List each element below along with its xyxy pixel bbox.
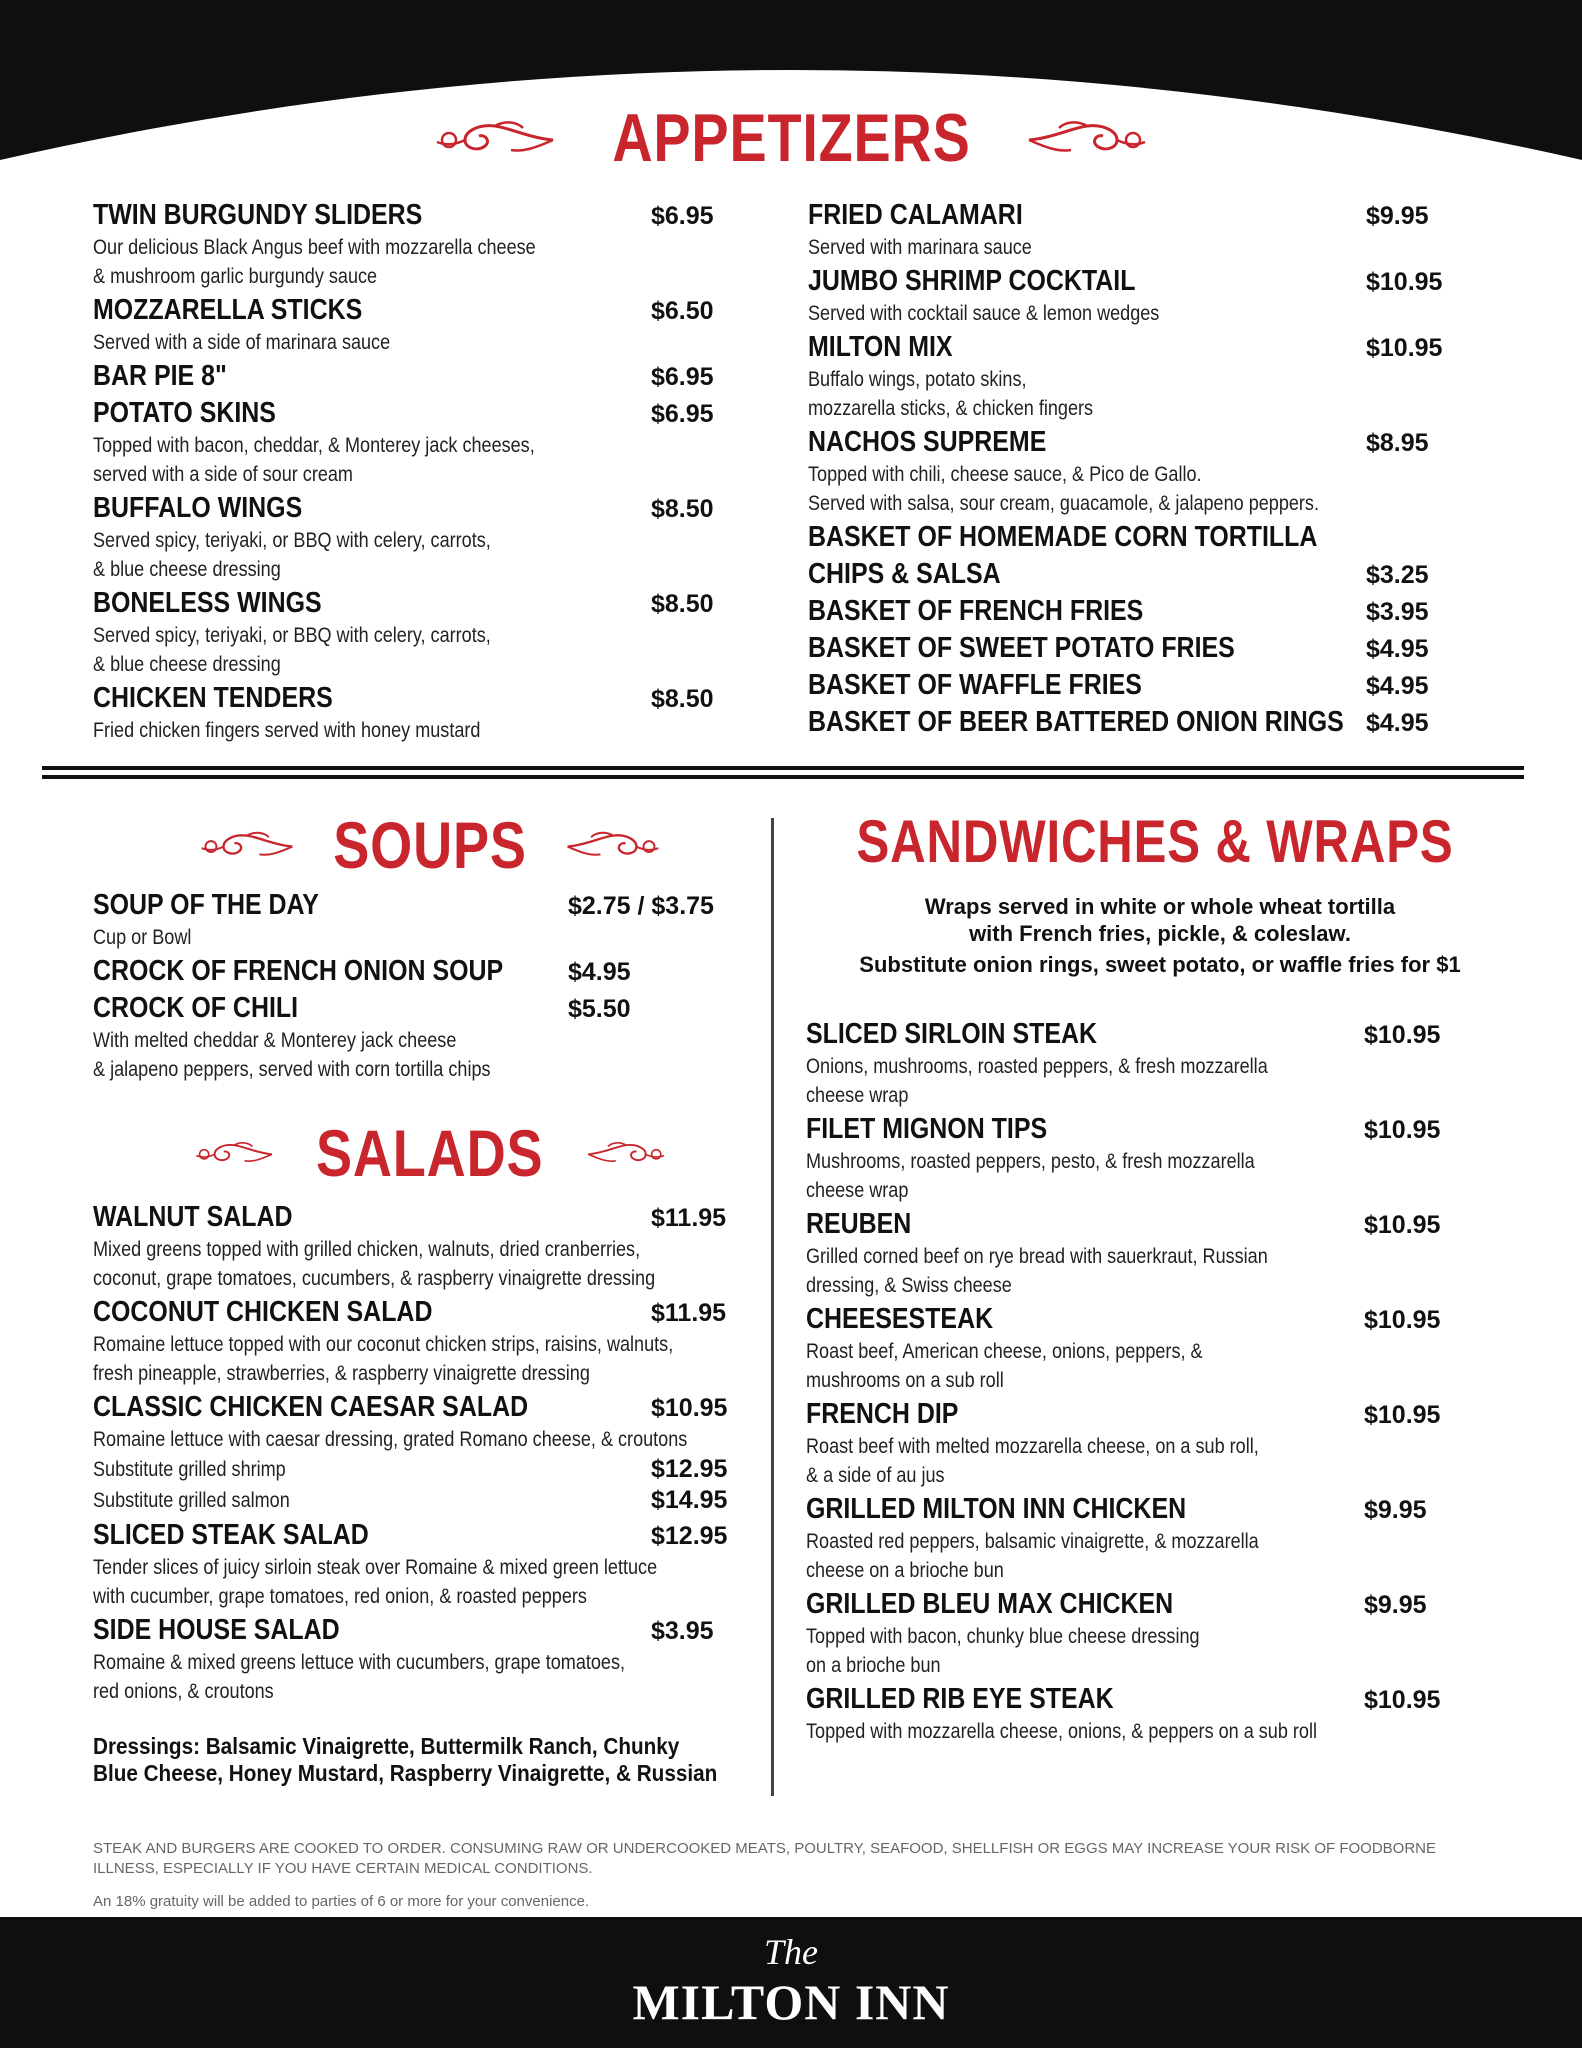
menu-item [808,520,1508,555]
menu-item-name: BASKET OF FRENCH FRIES [808,595,1144,627]
menu-item-description: fresh pineapple, strawberries, & raspberry vinaigrette dressing [93,1362,590,1385]
menu-item [93,198,733,291]
menu-item-description: Served with cocktail sauce & lemon wedges [808,302,1160,325]
menu-item-price: $3.25 [1366,561,1429,589]
menu-item-description: With melted cheddar & Monterey jack cheese [93,1029,457,1052]
menu-item-price: $6.95 [651,400,714,428]
menu-item-name: SLICED STEAK SALAD [93,1519,369,1551]
menu-item [93,954,733,989]
substitute-label: Substitute grilled salmon [93,1489,290,1512]
menu-item [808,330,1508,423]
menu-item-price: $11.95 [651,1299,727,1327]
menu-item-name: GRILLED BLEU MAX CHICKEN [806,1588,1174,1620]
menu-item [93,1295,773,1388]
menu-item-description: dressing, & Swiss cheese [806,1274,1012,1297]
menu-item-name: MOZZARELLA STICKS [93,294,363,326]
menu-item-description: red onions, & croutons [93,1680,274,1703]
menu-item-price: $6.95 [651,363,714,391]
menu-item-name: SIDE HOUSE SALAD [93,1614,340,1646]
menu-item-description: & blue cheese dressing [93,653,281,676]
menu-item-description: cheese on a brioche bun [806,1559,1004,1582]
menu-item-description: Mixed greens topped with grilled chicken, walnuts, dried cranberries, [93,1238,641,1261]
menu-item [806,1017,1506,1110]
food-safety-disclaimer: STEAK AND BURGERS ARE COOKED TO ORDER. CONSUMING RAW OR UNDERCOOKED MEATS, POULTRY, SEAFOOD, SHELLFISH OR EGGS MAY INCREASE YOUR RISK OF FOODBORNE ILLNESS, ESPECIALLY IF YOU HAVE CERTAIN MEDICAL CONDITIONS. [93,1840,1437,1877]
menu-item-description: Served with salsa, sour cream, guacamole, & jalapeno peppers. [808,492,1319,515]
menu-item-name: CLASSIC CHICKEN CAESAR SALAD [93,1391,529,1423]
sandwiches-note-line: with French fries, pickle, & coleslaw. [969,921,1351,946]
menu-item-name: NACHOS SUPREME [808,426,1047,458]
menu-item-description: Served spicy, teriyaki, or BBQ with celery, carrots, [93,529,491,552]
menu-item-description: cheese wrap [806,1179,909,1202]
section-divider-bottom [42,775,1524,779]
salads-list [93,1200,773,1708]
menu-item-description: Topped with chili, cheese sauce, & Pico de Gallo. [808,463,1202,486]
flourish-right-icon [1027,118,1147,158]
menu-item [808,557,1508,592]
menu-item-name: JUMBO SHRIMP COCKTAIL [808,265,1136,297]
appetizers-title: APPETIZERS [611,100,971,176]
menu-item [808,264,1508,328]
menu-item-description: Served with a side of marinara sauce [93,331,391,354]
menu-item [806,1492,1506,1585]
menu-item-description: served with a side of sour cream [93,463,353,486]
appetizers-right-column [808,198,1508,742]
menu-item [808,198,1508,262]
menu-item [806,1587,1506,1680]
menu-item-price: $12.95 [651,1522,728,1550]
sandwiches-list [806,1017,1506,1748]
menu-item-name: BAR PIE 8" [93,360,227,392]
menu-item-description: mushrooms on a sub roll [806,1369,1004,1392]
menu-item-name: WALNUT SALAD [93,1201,293,1233]
menu-item-name: BASKET OF WAFFLE FRIES [808,669,1142,701]
menu-item-price: $2.75 / $3.75 [568,892,714,920]
menu-item-description: Cup or Bowl [93,926,192,949]
substitute-price: $12.95 [651,1455,728,1483]
menu-item-price: $10.95 [1366,334,1443,362]
menu-item-price: $3.95 [651,1617,714,1645]
menu-item-description: Served spicy, teriyaki, or BBQ with celery, carrots, [93,624,491,647]
menu-item [808,425,1508,518]
menu-item-name: SLICED SIRLOIN STEAK [806,1018,1097,1050]
sandwiches-note-line: Wraps served in white or whole wheat tortilla [924,894,1396,919]
menu-item-description: Our delicious Black Angus beef with mozzarella cheese [93,236,536,259]
menu-item-description: Romaine & mixed greens lettuce with cucumbers, grape tomatoes, [93,1651,626,1674]
menu-item-name: CROCK OF CHILI [93,992,299,1024]
menu-item-price: $9.95 [1364,1591,1427,1619]
menu-item-description: on a brioche bun [806,1654,941,1677]
menu-item-description: Roast beef with melted mozzarella cheese, on a sub roll, [806,1435,1259,1458]
footer-logo-the: The [764,1932,818,1972]
menu-item-description: Fried chicken fingers served with honey mustard [93,719,481,742]
flourish-left-icon [435,118,555,158]
menu-item [93,888,733,952]
gratuity-note: An 18% gratuity will be added to parties of 6 or more for your convenience. [93,1893,590,1910]
menu-item-name: POTATO SKINS [93,397,276,429]
menu-item-price: $8.50 [651,495,714,523]
menu-item-description: Served with marinara sauce [808,236,1032,259]
menu-item-description: Onions, mushrooms, roasted peppers, & fresh mozzarella [806,1055,1268,1078]
menu-item-price: $10.95 [1364,1116,1441,1144]
menu-item-price: $10.95 [1364,1306,1441,1334]
sandwiches-heading [780,803,1530,879]
appetizers-heading [0,98,1582,178]
menu-item [806,1112,1506,1205]
menu-item-name: FILET MIGNON TIPS [806,1113,1048,1145]
menu-item-price: $4.95 [568,958,631,986]
menu-item-price: $5.50 [568,995,631,1023]
dressings-line: Blue Cheese, Honey Mustard, Raspberry Vinaigrette, & Russian [93,1760,718,1786]
footer-band [0,1917,1582,2048]
soups-title: SOUPS [333,808,527,882]
menu-item [93,1518,773,1611]
menu-item-description: mozzarella sticks, & chicken fingers [808,397,1094,420]
menu-item [806,1207,1506,1300]
menu-item-price: $10.95 [1366,268,1443,296]
flourish-right-icon [587,1133,665,1173]
menu-item-name: TWIN BURGUNDY SLIDERS [93,199,423,231]
menu-item-description: cheese wrap [806,1084,909,1107]
menu-item-price: $4.95 [1366,635,1429,663]
sandwiches-title: SANDWICHES & WRAPS [856,807,1454,875]
menu-item-description: & mushroom garlic burgundy sauce [93,265,378,288]
menu-item-name: COCONUT CHICKEN SALAD [93,1296,433,1328]
menu-item [93,586,733,679]
flourish-left-icon [195,1133,273,1173]
soups-heading [200,810,660,880]
menu-item-price: $4.95 [1366,672,1429,700]
menu-item-price: $6.50 [651,297,714,325]
menu-item [808,594,1508,629]
substitute-price: $14.95 [651,1486,728,1514]
menu-item [806,1682,1506,1746]
substitute-label: Substitute grilled shrimp [93,1458,286,1481]
menu-item-description: Buffalo wings, potato skins, [808,368,1027,391]
menu-item-name: REUBEN [806,1208,912,1240]
menu-item-price: $10.95 [1364,1211,1441,1239]
salads-heading [195,1118,665,1188]
menu-item-description: Grilled corned beef on rye bread with sauerkraut, Russian [806,1245,1268,1268]
menu-item-name: GRILLED MILTON INN CHICKEN [806,1493,1187,1525]
menu-item-description: Roast beef, American cheese, onions, peppers, & [806,1340,1203,1363]
menu-item-price: $11.95 [651,1204,727,1232]
menu-item-name: GRILLED RIB EYE STEAK [806,1683,1114,1715]
menu-item-description: & blue cheese dressing [93,558,281,581]
sandwiches-note-line: Substitute onion rings, sweet potato, or waffle fries for $1 [859,952,1461,977]
section-divider-top [42,766,1524,770]
menu-item-price: $10.95 [1364,1401,1441,1429]
menu-item [93,491,733,584]
menu-item-description: coconut, grape tomatoes, cucumbers, & raspberry vinaigrette dressing [93,1267,656,1290]
menu-item-description: Topped with bacon, cheddar, & Monterey jack cheeses, [93,434,535,457]
menu-item-description: Topped with mozzarella cheese, onions, & peppers on a sub roll [806,1720,1318,1743]
menu-item-description: Topped with bacon, chunky blue cheese dressing [806,1625,1200,1648]
menu-item-description: Romaine lettuce with caesar dressing, grated Romano cheese, & croutons [93,1428,688,1451]
menu-item-description: Roasted red peppers, balsamic vinaigrette, & mozzarella [806,1530,1259,1553]
menu-item-description: Mushrooms, roasted peppers, pesto, & fresh mozzarella [806,1150,1255,1173]
menu-item-price: $9.95 [1366,202,1429,230]
dressings-note [93,1733,773,1787]
menu-item-price: $9.95 [1364,1496,1427,1524]
menu-item-description: & a side of au jus [806,1464,945,1487]
menu-item-price: $6.95 [651,202,714,230]
appetizers-left-column [93,198,733,747]
menu-item [93,1200,773,1293]
menu-item-name: FRIED CALAMARI [808,199,1023,231]
menu-item [806,1397,1506,1490]
menu-item [93,991,733,1084]
menu-item-price: $10.95 [651,1394,728,1422]
menu-item [808,631,1508,666]
menu-item-name: MILTON MIX [808,331,953,363]
menu-item [93,293,733,357]
menu-item-name: BONELESS WINGS [93,587,322,619]
menu-item-price: $8.50 [651,685,714,713]
soups-list [93,888,733,1086]
menu-item [93,1613,773,1706]
menu-item [808,705,1508,740]
flourish-right-icon [566,825,660,865]
substitute-option [93,1454,773,1485]
menu-item-name: BASKET OF BEER BATTERED ONION RINGS [808,706,1344,738]
menu-item-name: BASKET OF HOMEMADE CORN TORTILLA [808,521,1318,553]
menu-item [808,668,1508,703]
menu-item-name: BUFFALO WINGS [93,492,303,524]
menu-item-name: CHICKEN TENDERS [93,682,333,714]
footer-logo-name: MILTON INN [632,1974,950,2030]
flourish-left-icon [200,825,294,865]
menu-item [93,359,733,394]
menu-item-price: $4.95 [1366,709,1429,737]
menu-item [93,1390,773,1516]
menu-item-name: BASKET OF SWEET POTATO FRIES [808,632,1235,664]
menu-item-price: $8.95 [1366,429,1429,457]
menu-item-price: $8.50 [651,590,714,618]
dressings-line: Dressings: Balsamic Vinaigrette, Buttermilk Ranch, Chunky [93,1733,680,1759]
menu-item-name: SOUP OF THE DAY [93,889,319,921]
menu-item-description: Romaine lettuce topped with our coconut chicken strips, raisins, walnuts, [93,1333,674,1356]
menu-item [93,681,733,745]
menu-item-description: & jalapeno peppers, served with corn tortilla chips [93,1058,491,1081]
menu-item [806,1302,1506,1395]
menu-item [93,396,733,489]
salads-title: SALADS [316,1116,544,1190]
menu-item-price: $3.95 [1366,598,1429,626]
menu-item-description: with cucumber, grape tomatoes, red onion, & roasted peppers [93,1585,587,1608]
menu-item-name: CROCK OF FRENCH ONION SOUP [93,955,504,987]
substitute-option [93,1485,773,1516]
menu-item-name: FRENCH DIP [806,1398,959,1430]
sandwiches-note [800,893,1520,978]
menu-item-name: CHIPS & SALSA [808,558,1001,590]
menu-item-name: CHEESESTEAK [806,1303,994,1335]
menu-item-price: $10.95 [1364,1021,1441,1049]
menu-item-description: Tender slices of juicy sirloin steak over Romaine & mixed green lettuce [93,1556,658,1579]
menu-item-price: $10.95 [1364,1686,1441,1714]
